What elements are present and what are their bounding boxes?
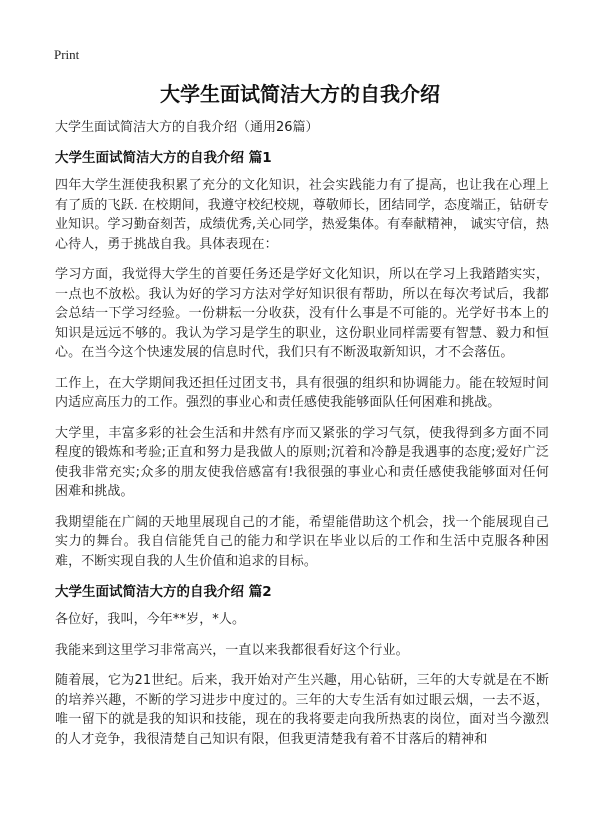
section-heading: 大学生面试简洁大方的自我介绍 篇2: [55, 584, 272, 600]
paragraph: 随着展，它为21世纪。后来，我开始对产生兴趣，用心钻研，三年的大专就是在不断的培养兴趣，不断的学习进步中度过的。三年的大专生活有如过眼云烟，一去不返，唯一留下的就是我的知识和技能，现在的我将要走向我所热衷的岗位，面对当今激烈的人才竞争，我很清楚自己知识有限，但我更清楚我有着不甘落后的精神和: [55, 673, 549, 747]
section-1: [55, 148, 549, 571]
paragraph: 学习方面，我觉得大学生的首要任务还是学好文化知识，所以在学习上我踏踏实实，一点也不放松。我认为好的学习方法对学好知识很有帮助，所以在每次考试后，我都会总结一下学习经验。一份耕耘一分收获，没有什么事是不可能的。光学好书本上的知识是远远不够的。我认为学习是学生的职业，这份职业同样需要有智慧、毅力和恒心。在当今这个快速发展的信息时代，我们只有不断汲取新知识，才不会落伍。: [55, 267, 549, 360]
document-subtitle: 大学生面试简洁大方的自我介绍（通用26篇）: [55, 120, 319, 135]
paragraph: 大学里，丰富多彩的社会生活和井然有序而又紧张的学习气氛，使我得到多方面不同程度的锻炼和考验;正直和努力是我做人的原则;沉着和冷静是我遇事的态度;爱好广泛使我非常充实;众多的朋友使我倍感富有!我很强的事业心和责任感使我能够面对任何困难和挑战。: [55, 425, 549, 499]
print-link[interactable]: Print: [54, 47, 80, 62]
document-body: [55, 118, 549, 760]
page-title: 大学生面试简洁大方的自我介绍: [160, 82, 440, 106]
section-heading: 大学生面试简洁大方的自我介绍 篇1: [55, 150, 272, 166]
paragraph: 四年大学生涯使我积累了充分的文化知识，社会实践能力有了提高，也让我在心理上有了质的飞跃. 在校期间，我遵守校纪校规，尊敬师长，团结同学，态度端正，钻研专业知识。学习勤奋刻苦，成绩优秀,关心同学，热爱集体。有奉献精神， 诚实守信，热心待人，勇于挑战自我。具体表现在：: [55, 178, 549, 252]
paragraph: 我能来到这里学习非常高兴，一直以来我都很看好这个行业。: [55, 642, 409, 658]
paragraph: 我期望能在广阔的天地里展现自己的才能，希望能借助这个机会，找一个能展现自己实力的舞台。我自信能凭自己的能力和学识在毕业以后的工作和生活中克服各种困难，不断实现自我的人生价值和追求的目标。: [55, 514, 549, 569]
paragraph: 工作上，在大学期间我还担任过团支书，具有很强的组织和协调能力。能在较短时间内适应高压力的工作。强烈的事业心和责任感使我能够面队任何困难和挑战。: [55, 375, 549, 410]
paragraph: 各位好，我叫，今年**岁，*人。: [55, 612, 246, 627]
section-2: [55, 582, 549, 749]
